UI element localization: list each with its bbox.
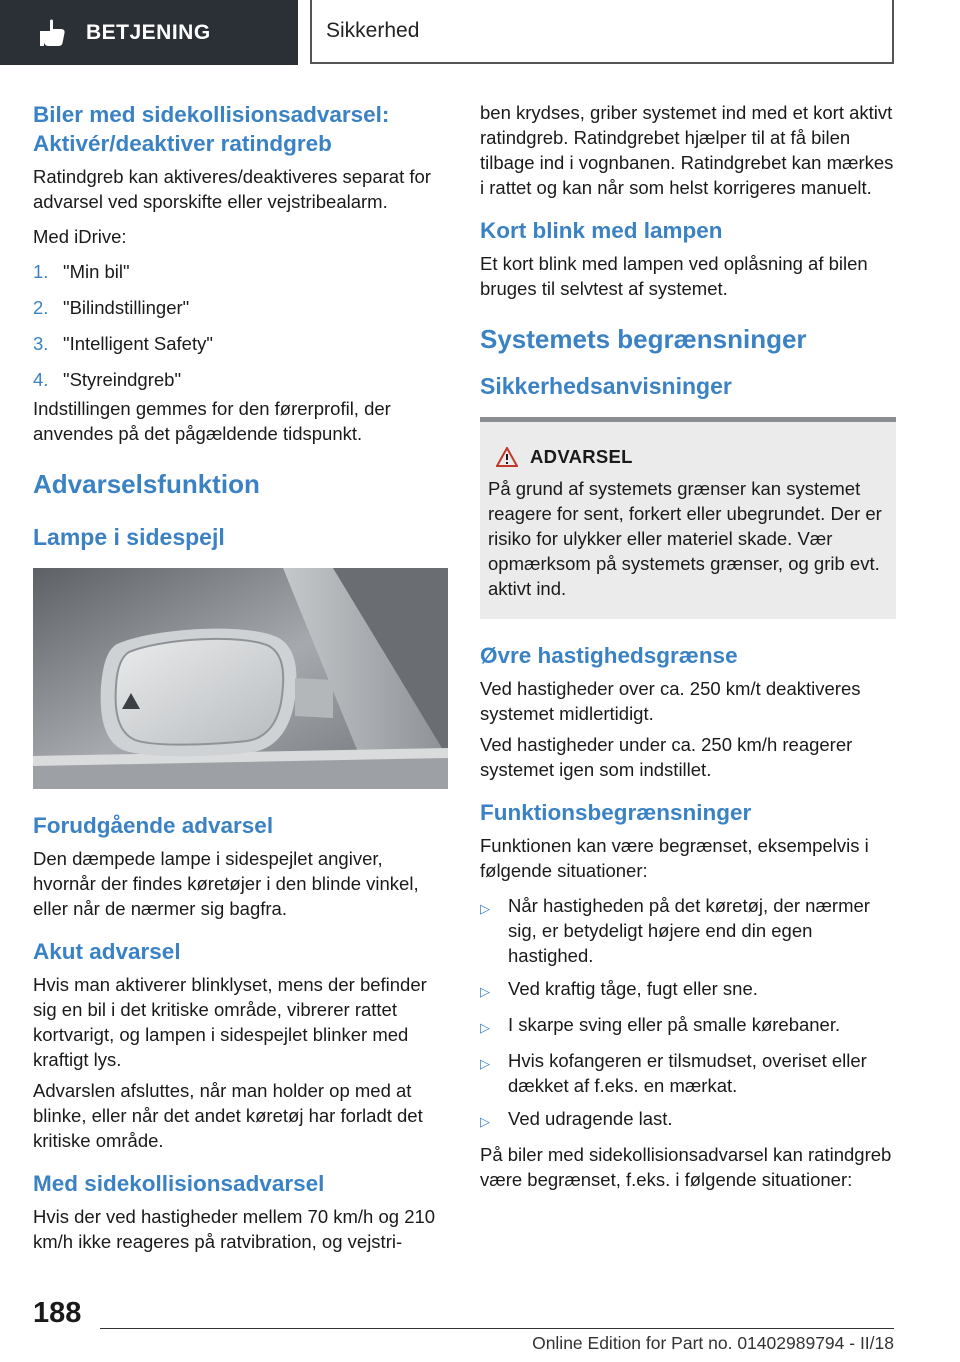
bullet-triangle-icon: ▷ <box>480 901 490 916</box>
paragraph: ben krydses, griber systemet ind med et kort aktivt ratindgreb. Ratindgrebet hjælper til at få bilen tilbage ind i vognbanen. Ratindgrebet kan mærkes i rattet og kan når som helst korrigeres manuelt. <box>480 102 894 198</box>
paragraph: Indstillingen gemmes for den førerprofil, der anvendes på det pågældende tidspunkt. <box>33 398 391 444</box>
list-item: ▷ Ved udragende last. <box>480 1106 896 1134</box>
warning-title: ADVARSEL <box>530 446 633 467</box>
list-item: 3. "Intelligent Safety" <box>33 333 213 354</box>
warning-box <box>480 417 896 619</box>
warning-text: På grund af systemets grænser kan systemet reagere for sent, forkert eller ubegrundet. Der er risiko for ulykker eller materiel skade. Vær opmærksom på systemets grænser, og grib evt. aktivt ind. <box>488 478 882 599</box>
idrive-steps <box>33 259 448 392</box>
section-tab <box>0 0 298 65</box>
paragraph: Et kort blink med lampen ved oplåsning af bilen bruges til selvtest af systemet. <box>480 253 868 299</box>
limits-list <box>480 893 896 1134</box>
heading-with-side-collision: Med sidekollisionsadvarsel <box>33 1171 325 1196</box>
list-item: ▷ I skarpe sving eller på smalle kørebaner. <box>480 1012 896 1040</box>
heading-warning-function: Advarselsfunktion <box>33 469 260 499</box>
heading-system-limits: Systemets begrænsninger <box>480 324 807 354</box>
list-item: 1. "Min bil" <box>33 261 130 282</box>
paragraph: Ved hastigheder over ca. 250 km/t deaktiveres systemet midlertidigt. <box>480 678 861 724</box>
chapter-box <box>310 0 894 64</box>
bullet-triangle-icon: ▷ <box>480 1056 490 1071</box>
list-item: 4. "Styreindgreb" <box>33 369 182 390</box>
paragraph: Med iDrive: <box>33 226 127 247</box>
list-item: ▷ Når hastigheden på det køretøj, der nærmer sig, er betydeligt højere end din egen hastighed. <box>480 895 870 966</box>
paragraph: Hvis der ved hastigheder mellem 70 km/h og 210 km/h ikke reageres på ratvibration, og vejstri- <box>33 1206 436 1252</box>
page-number: 188 <box>33 1297 82 1329</box>
heading-function-limits: Funktionsbegrænsninger <box>480 800 752 825</box>
chapter-title: Sikkerhed <box>326 19 420 42</box>
edition-note: Online Edition for Part no. 01402989794 - II/18 <box>532 1333 894 1353</box>
hand-pointer-icon <box>38 17 70 49</box>
heading-acute-warning: Akut advarsel <box>33 939 181 964</box>
warning-header <box>496 446 884 468</box>
paragraph: Funktionen kan være begrænset, eksempelvis i følgende situationer: <box>480 835 869 881</box>
heading-speed-limit: Øvre hastighedsgrænse <box>480 643 738 668</box>
list-item: ▷ Hvis kofangeren er tilsmudset, overiset eller dækket af f.eks. en mærkat. <box>480 1050 867 1096</box>
paragraph: Ved hastigheder under ca. 250 km/h reagerer systemet igen som indstillet. <box>480 734 853 780</box>
list-item: 2. "Bilindstillinger" <box>33 297 190 318</box>
footer-divider <box>100 1328 894 1329</box>
paragraph: Den dæmpede lampe i sidespejlet angiver, hvornår der findes køretøjer i den blinde vinkel, eller når de nærmer sig bagfra. <box>33 848 419 919</box>
warning-triangle-icon <box>496 447 518 467</box>
paragraph: Hvis man aktiverer blinklyset, mens der befinder sig en bil i det kritiske område, vibrerer rattet kortvarigt, og lampen i sidespejlet blinker med kraftigt lys. <box>33 974 427 1070</box>
section-title: BETJENING <box>86 20 211 44</box>
bullet-triangle-icon: ▷ <box>480 984 490 999</box>
right-column <box>480 100 896 1192</box>
paragraph: Ratindgreb kan aktiveres/deaktiveres separat for advarsel ved sporskifte eller vejstribealarm. <box>33 166 431 212</box>
heading-pre-warning: Forudgående advarsel <box>33 813 274 838</box>
heading-lamp: Lampe i sidespejl <box>33 524 225 550</box>
paragraph: På biler med sidekollisionsadvarsel kan ratindgreb være begrænset, f.eks. i følgende situationer: <box>480 1144 892 1190</box>
heading-safety-notes: Sikkerhedsanvisninger <box>480 373 732 399</box>
list-item: ▷ Ved kraftig tåge, fugt eller sne. <box>480 976 896 1004</box>
left-column <box>33 100 448 1254</box>
bullet-triangle-icon: ▷ <box>480 1114 490 1129</box>
bullet-triangle-icon: ▷ <box>480 1020 490 1035</box>
mirror-illustration <box>33 568 448 789</box>
paragraph: Advarslen afsluttes, når man holder op med at blinke, eller når det andet køretøj har forladt det kritiske område. <box>33 1080 423 1151</box>
heading-short-blink: Kort blink med lampen <box>480 218 723 243</box>
heading-activate: Biler med sidekollisionsadvarsel: Aktivér/deaktiver ratindgreb <box>33 102 390 156</box>
